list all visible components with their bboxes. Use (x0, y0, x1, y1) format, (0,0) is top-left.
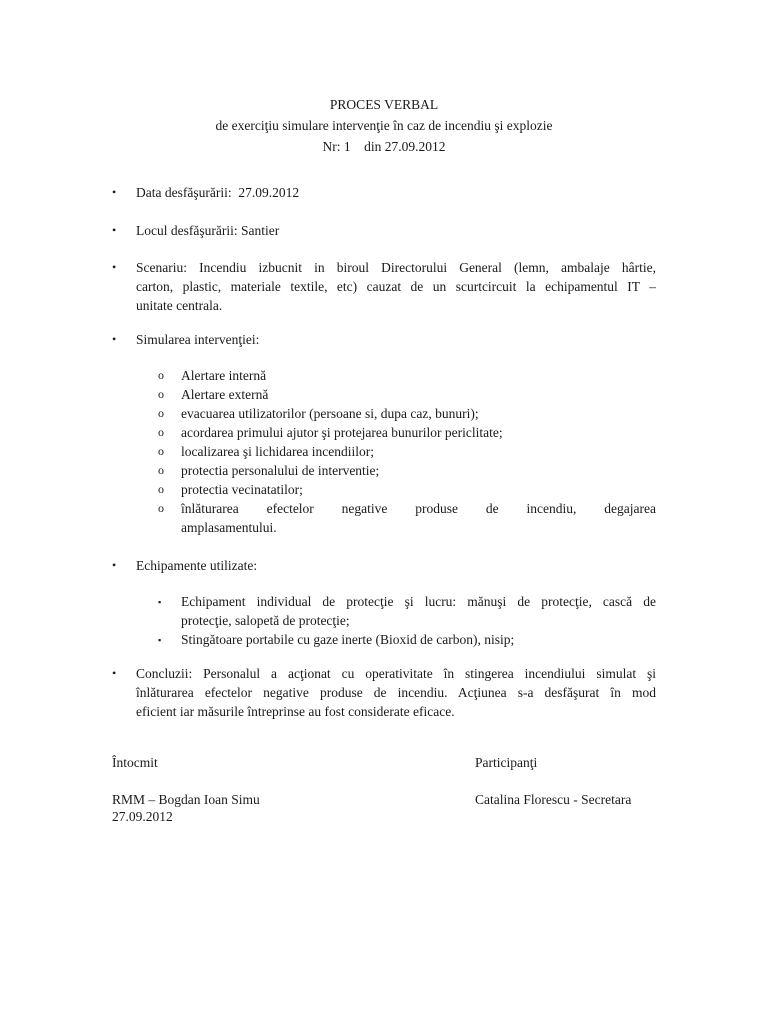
document-number: Nr: 1 din 27.09.2012 (322, 139, 446, 154)
simulation-item (158, 385, 656, 404)
document-subtitle: de exerciţiu simulare intervenţie în caz de incendiu şi explozie (215, 118, 553, 133)
circle-bullet-icon: o (158, 387, 164, 401)
bullet-conclusions (112, 664, 656, 721)
simulation-item (158, 480, 656, 499)
circle-bullet-icon: o (158, 501, 164, 515)
simulation-item-text: acordarea primului ajutor şi protejarea bunurilor periclitate; (181, 425, 503, 440)
scenario-line: carton, plastic, materiale textile, etc) cauzat de un scurtcircuit la echipamentul IT – (136, 279, 656, 294)
circle-bullet-icon: o (158, 463, 164, 477)
bullet-icon: • (112, 185, 117, 199)
simulation-item-text: protectia vecinatatilor; (181, 482, 303, 497)
simulation-item-text: evacuarea utilizatorilor (persoane si, dupa caz, bunuri); (181, 406, 479, 421)
bullet-scenario (112, 258, 656, 315)
conclusions-line: Concluzii: Personalul a acţionat cu operativitate în stingerea incendiului simulat şi (136, 666, 656, 681)
circle-bullet-icon: o (158, 444, 164, 458)
simulation-item (158, 366, 656, 385)
document-title: PROCES VERBAL (329, 97, 439, 112)
simulation-item-line: înlăturarea efectelor negative produse de incendiu, degajarea (181, 501, 656, 516)
equipment-item-line: protecţie, salopetă de protecţie; (181, 613, 350, 628)
bullet-icon: • (112, 260, 117, 274)
bullet-icon: • (112, 558, 117, 572)
prepared-by-name: RMM – Bogdan Ioan Simu (112, 792, 260, 807)
circle-bullet-icon: o (158, 406, 164, 420)
bullet-icon: • (112, 223, 117, 237)
simulation-item (158, 442, 656, 461)
simulation-item-text (181, 499, 656, 537)
simulation-item-text: Alertare internă (181, 368, 267, 383)
equipment-item-text: Stingătoare portabile cu gaze inerte (Bioxid de carbon), nisip; (181, 632, 515, 647)
circle-bullet-icon: o (158, 482, 164, 496)
prepared-by-heading: Întocmit (112, 755, 158, 770)
simulation-item-text: protectia personalului de interventie; (181, 463, 380, 478)
bullet-place (112, 221, 656, 240)
prepared-by-date: 27.09.2012 (112, 809, 173, 824)
title-block (0, 94, 768, 157)
scenario-line: unitate centrala. (136, 298, 223, 313)
conclusions-line: înlăturarea efectelor negative produse de incendiu. Acţiunea s-a desfăşurat în mod (136, 685, 656, 700)
equipment-item (158, 592, 656, 630)
simulation-heading: Simularea intervenţiei: (136, 332, 260, 347)
participants-heading: Participanţi (475, 755, 538, 770)
place-text: Locul desfăşurării: Santier (136, 223, 280, 238)
bullet-equipment (112, 556, 656, 575)
simulation-item (158, 499, 656, 537)
scenario-line: Scenariu: Incendiu izbucnit in biroul Directorului General (lemn, ambalaje hârtie, (136, 260, 656, 275)
bullet-icon: • (112, 666, 117, 680)
simulation-item-text: Alertare externă (181, 387, 269, 402)
bullet-date (112, 183, 656, 202)
simulation-item (158, 423, 656, 442)
conclusions-line: eficient iar măsurile întreprinse au fost considerate eficace. (136, 704, 455, 719)
bullet-simulation (112, 330, 656, 349)
equipment-item-line: Echipament individual de protecţie şi lucru: mănuşi de protecţie, cască de (181, 594, 656, 609)
bullet-icon: • (112, 332, 117, 346)
date-text: Data desfăşurării: 27.09.2012 (136, 185, 300, 200)
square-bullet-icon: ▪ (158, 597, 162, 607)
simulation-item-line: amplasamentului. (181, 520, 277, 535)
participant-name: Catalina Florescu - Secretara (475, 792, 632, 807)
square-bullet-icon: ▪ (158, 635, 162, 645)
simulation-item-text: localizarea şi lichidarea incendiilor; (181, 444, 375, 459)
circle-bullet-icon: o (158, 425, 164, 439)
equipment-item-text (181, 592, 656, 630)
simulation-item (158, 461, 656, 480)
scenario-text (136, 258, 656, 315)
conclusions-text (136, 664, 656, 721)
equipment-item (158, 630, 656, 649)
equipment-heading: Echipamente utilizate: (136, 558, 258, 573)
circle-bullet-icon: o (158, 368, 164, 382)
simulation-item (158, 404, 656, 423)
